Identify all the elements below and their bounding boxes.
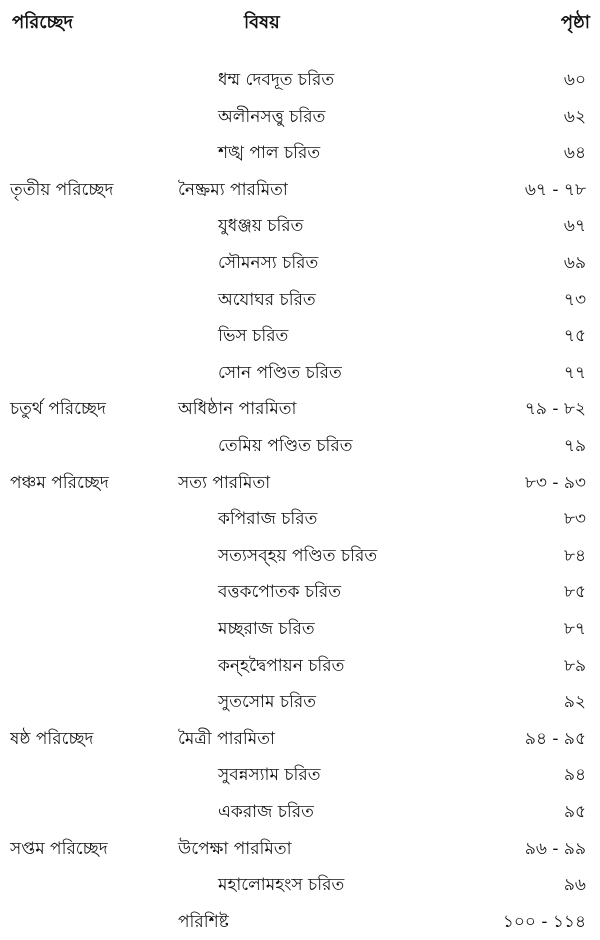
toc-row bbox=[0, 794, 600, 830]
page-number: ৭৫ bbox=[563, 326, 586, 347]
page-number: ৬৯ bbox=[563, 253, 586, 273]
toc-row bbox=[0, 135, 600, 171]
page-number: ৭৯ - ৮২ bbox=[524, 399, 586, 420]
toc-row bbox=[0, 611, 600, 647]
subject-label: শঙ্খ পাল চরিত bbox=[218, 143, 321, 164]
toc-row bbox=[0, 648, 600, 684]
chapter-label: ষষ্ঠ পরিচ্ছেদ bbox=[10, 728, 94, 749]
page-number: ৯৫ bbox=[563, 802, 586, 822]
subject-label: বত্তকপোতক চরিত bbox=[218, 582, 342, 603]
subject-label: সোন পণ্ডিত চরিত bbox=[218, 362, 342, 383]
subject-label: মৈত্রী পারমিতা bbox=[178, 728, 275, 749]
page-number: ৯৬ - ৯৯ bbox=[524, 838, 586, 859]
toc-row bbox=[0, 62, 600, 98]
subject-label: মচ্ছরাজ চরিত bbox=[218, 619, 315, 639]
page-number: ৮৯ bbox=[563, 655, 586, 676]
page-number: ৭৭ bbox=[563, 362, 586, 383]
toc-row bbox=[0, 757, 600, 793]
chapter-label: সপ্তম পরিচ্ছেদ bbox=[10, 838, 108, 859]
toc-row bbox=[0, 831, 600, 867]
toc-row bbox=[0, 428, 600, 464]
toc-row bbox=[0, 172, 600, 208]
page-number: ৮৫ bbox=[563, 582, 586, 603]
page-number: ৬৭ - ৭৮ bbox=[524, 179, 586, 200]
toc-row bbox=[0, 245, 600, 281]
subject-label: পরিশিষ্ট bbox=[178, 911, 229, 932]
subject-label: অযোঘর চরিত bbox=[218, 289, 316, 310]
subject-label: অধিষ্ঠান পারমিতা bbox=[178, 399, 297, 420]
subject-label: সুবন্নস্যাম চরিত bbox=[218, 765, 321, 786]
subject-label: মহালোমহংস চরিত bbox=[218, 875, 345, 896]
page-number: ৯২ bbox=[563, 692, 586, 713]
toc-row bbox=[0, 391, 600, 427]
page-number: ৭৯ bbox=[563, 436, 586, 456]
page-number: ৬৭ bbox=[563, 216, 586, 237]
subject-label: উপেক্ষা পারমিতা bbox=[178, 838, 292, 859]
subject-label: সত্যসব্হয় পণ্ডিত চরিত bbox=[218, 545, 378, 566]
subject-label: তেমিয় পণ্ডিত চরিত bbox=[218, 436, 353, 456]
toc-row bbox=[0, 867, 600, 903]
chapter-label: তৃতীয় পরিচ্ছেদ bbox=[10, 179, 114, 200]
toc-row bbox=[0, 721, 600, 757]
subject-label: ধম্ম দেবদূত চরিত bbox=[218, 70, 335, 90]
toc-row bbox=[0, 684, 600, 720]
subject-label: ভিস চরিত bbox=[218, 326, 289, 347]
page-number: ৭৩ bbox=[563, 289, 586, 310]
toc-row bbox=[0, 99, 600, 135]
subject-label: সত্য পারমিতা bbox=[178, 472, 271, 493]
page-number: ৯৬ bbox=[563, 875, 586, 896]
toc-row bbox=[0, 282, 600, 318]
subject-label: অলীনসত্তু চরিত bbox=[218, 106, 326, 127]
column-header-subject: বিষয় bbox=[244, 12, 280, 33]
chapter-label: পঞ্চম পরিচ্ছেদ bbox=[10, 472, 109, 493]
page-number: ৯৪ bbox=[563, 765, 586, 786]
page-number: ৮৭ bbox=[563, 619, 586, 639]
page-number: ৮৪ bbox=[563, 545, 586, 566]
toc-row bbox=[0, 355, 600, 391]
toc-row bbox=[0, 574, 600, 610]
toc-row bbox=[0, 208, 600, 244]
subject-label: সুতসোম চরিত bbox=[218, 692, 316, 713]
page-number: ৮৩ bbox=[563, 509, 586, 530]
subject-label: নৈষ্ক্রম্য পারমিতা bbox=[178, 179, 288, 200]
toc-row bbox=[0, 501, 600, 537]
toc-row bbox=[0, 538, 600, 574]
page-number: ৬২ bbox=[563, 106, 586, 127]
toc-row bbox=[0, 318, 600, 354]
page-number: ১০০ - ১১৪ bbox=[502, 911, 586, 932]
subject-label: একরাজ চরিত bbox=[218, 802, 314, 822]
subject-label: কন্হদ্বৈপায়ন চরিত bbox=[218, 655, 345, 676]
page-number: ৬০ bbox=[563, 70, 586, 90]
page-number: ৯৪ - ৯৫ bbox=[524, 728, 586, 749]
subject-label: সৌমনস্য চরিত bbox=[218, 253, 319, 273]
toc-row bbox=[0, 465, 600, 501]
subject-label: কপিরাজ চরিত bbox=[218, 509, 318, 530]
toc-row bbox=[0, 904, 600, 940]
column-header-page: পৃষ্ঠা bbox=[560, 12, 590, 33]
column-header-chapter: পরিচ্ছেদ bbox=[12, 12, 73, 33]
chapter-label: চতুর্থ পরিচ্ছেদ bbox=[10, 399, 106, 420]
page-number: ৬৪ bbox=[563, 143, 586, 164]
page-number: ৮৩ - ৯৩ bbox=[524, 472, 586, 493]
subject-label: যুধঞ্জয় চরিত bbox=[218, 216, 304, 237]
